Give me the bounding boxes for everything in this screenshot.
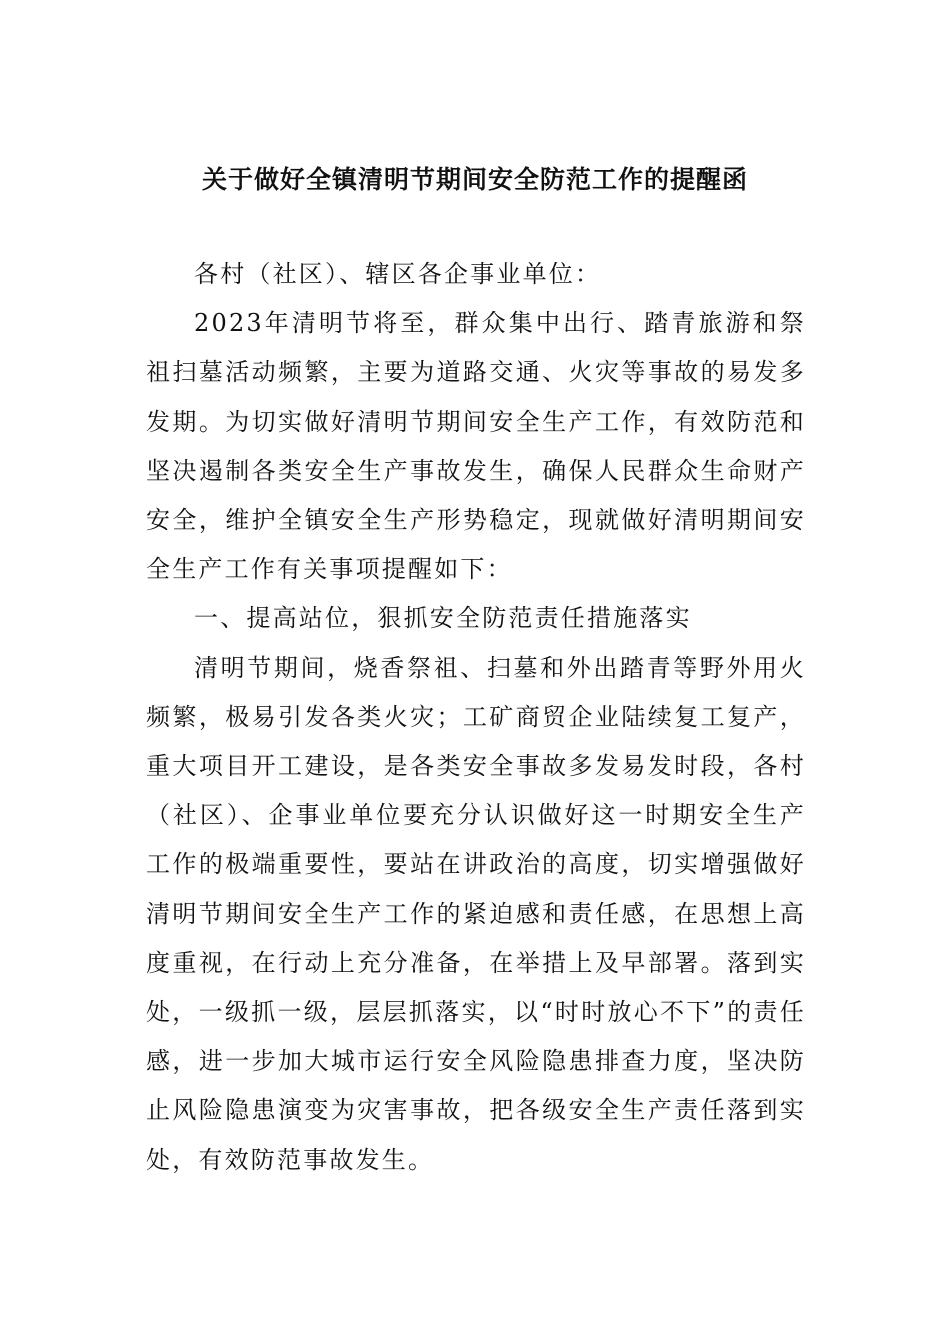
salutation: 各村（社区）、辖区各企事业单位： [194,260,602,288]
paragraph-section-1: 清明节期间，烧香祭祖、扫墓和外出踏青等野外用火频繁，极易引发各类火灾；工矿商贸企业陆续复工复产，重大项目开工建设，是各类安全事故多发易发时段，各村（社区）、企事业单位要充分认识做好这一时期安全生产工作的极端重要性，要站在讲政治的高度，切实增强做好清明节期间安全生产工作的紧迫感和责任感，在思想上高度重视，在行动上充分准备，在举措上及早部署。落到实处，一级抓一级，层层抓落实，以“时时放心不下”的责任感，进一步加大城市运行安全风险隐患排查力度，坚决防止风险隐患演变为灾害事故，把各级安全生产责任落到实处，有效防范事故发生。 [146,653,806,1174]
page-title: 关于做好全镇清明节期间安全防范工作的提醒函 [201,165,748,194]
section-heading-1: 一、提高站位，狠抓安全防范责任措施落实 [194,604,692,633]
document-body [146,250,806,1185]
paragraph-intro: 2023年清明节将至，群众集中出行、踏青旅游和祭祖扫墓活动频繁，主要为道路交通、火灾等事故的易发多发期。为切实做好清明节期间安全生产工作，有效防范和坚决遏制各类安全生产事故发生，确保人民群众生命财产安全，维护全镇安全生产形势稳定，现就做好清明期间安全生产工作有关事项提醒如下： [146,309,806,584]
